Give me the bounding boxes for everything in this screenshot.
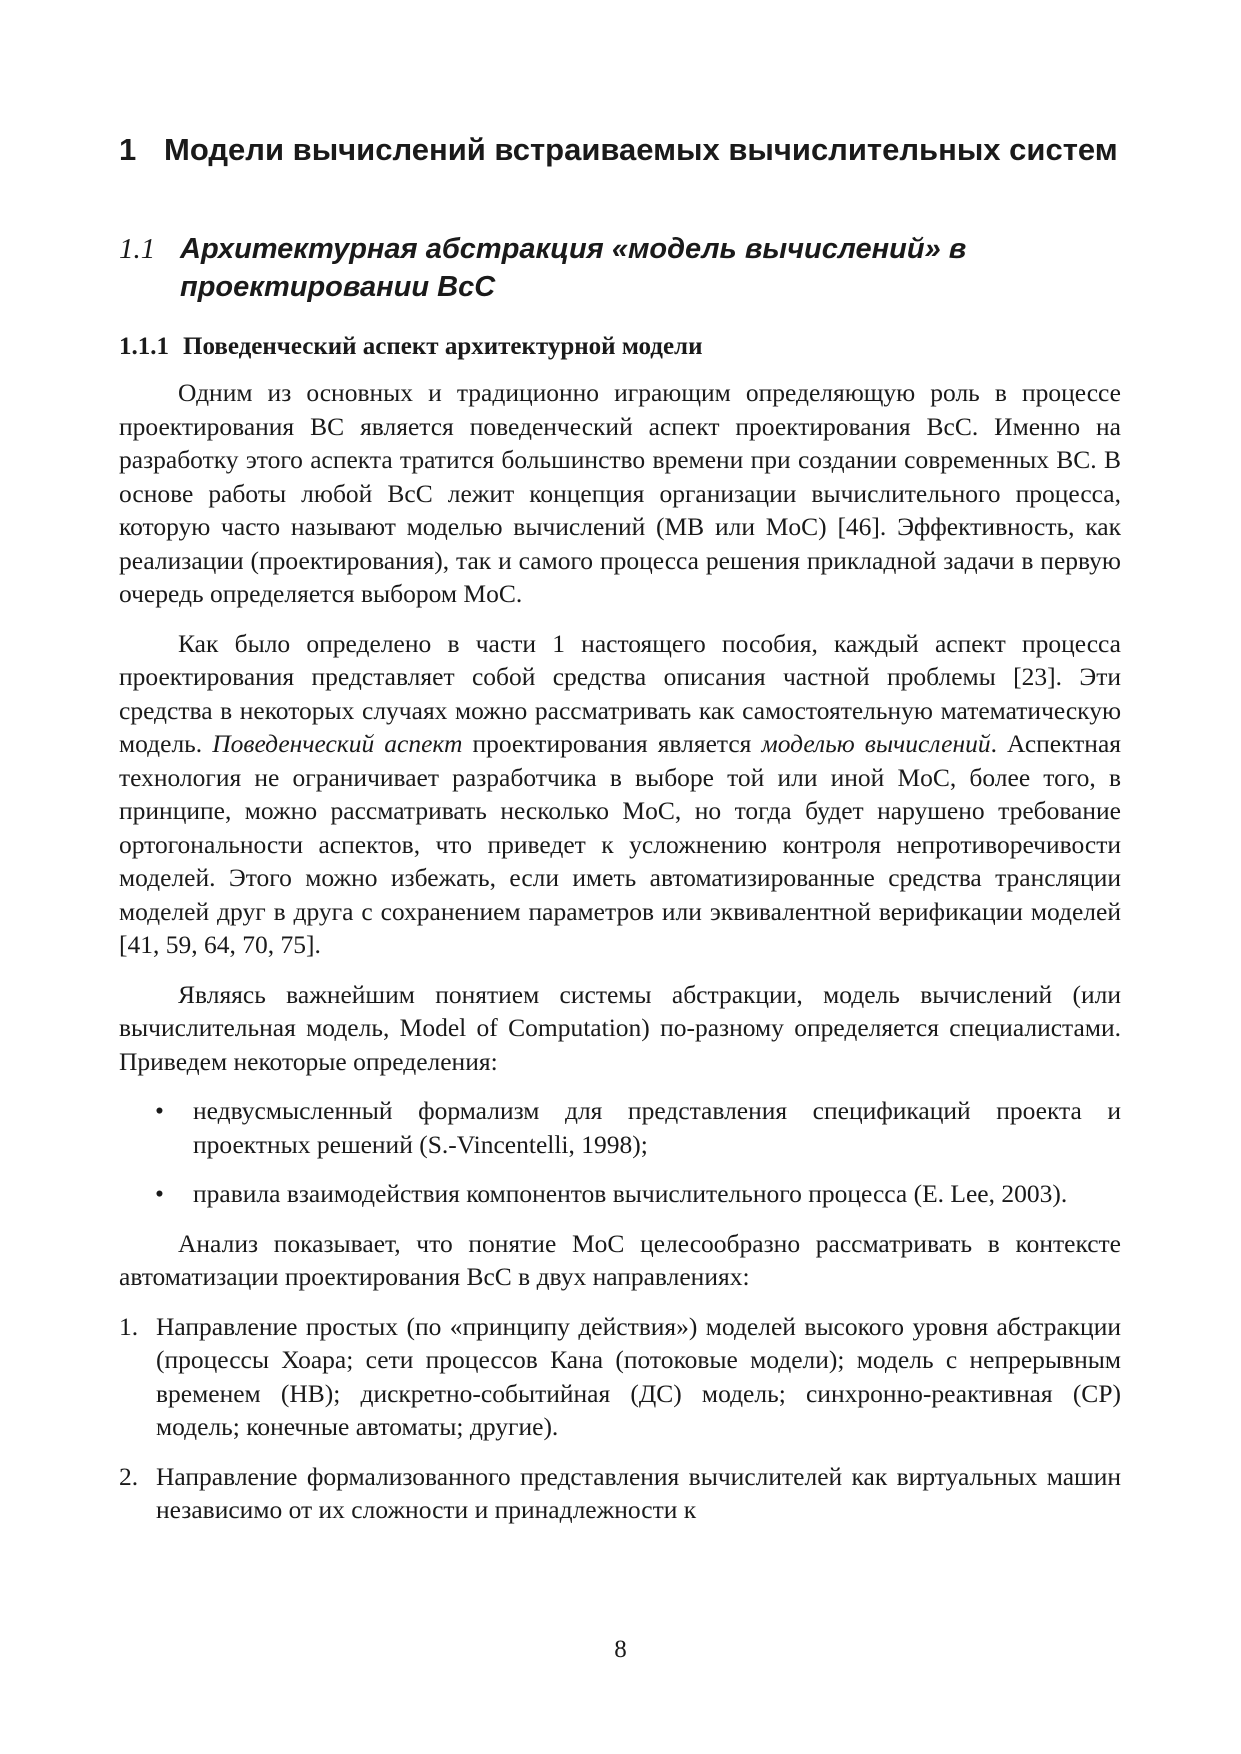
numbered-item-marker: 2. [119, 1461, 139, 1491]
section-heading [119, 230, 1139, 306]
paragraph-4: Анализ показывает, что понятие MoC целесообразно рассматривать в контексте автоматизации проектирования ВсС в двух направлениях: [119, 1228, 1121, 1291]
paragraph-2-part-3: . Аспектная технология не ограничивает разработчика в выборе той или иной MoC, более того, в принципе, можно рассматривать несколько MoC, но тогда будет нарушено требование ортогональности аспектов, что приведет к усложнению контроля непротиворечивости моделей. Этого можно избежать, если иметь автоматизированные средства трансляции моделей друг в друга с сохранением параметров или эквивалентной верификации моделей [41, 59, 64, 70, 75]. [119, 729, 1121, 959]
list-item-text: недвусмысленный формализм для представления спецификаций проекта и проектных решений (S.-Vincentelli, 1998); [193, 1096, 1121, 1159]
numbered-item [119, 1460, 1121, 1527]
section-title: Архитектурная абстракция «модель вычислений» в проектировании ВсС [180, 233, 967, 303]
paragraph-2-part-1: Как было определено в части 1 настоящего пособия, каждый аспект процесса проектирования представляет собой средства описания частной проблемы [23]. Эти средства в некоторых случаях можно рассматривать как самостоятельную математическую модель. [119, 628, 1121, 758]
paragraph-2-italic-1: Поведенческий аспект [212, 729, 463, 758]
numbered-item-marker: 1. [119, 1311, 139, 1341]
directions-list [119, 1310, 1121, 1527]
paragraph-1: Одним из основных и традиционно играющим определяющую роль в процессе проектирования ВС является поведенческий аспект проектирования ВсС. Именно на разработку этого аспекта тратится большинство времени при создании современных ВС. В основе работы любой ВсС лежит концепция организации вычислительного процесса, которую часто называют моделью вычислений (МВ или MoC) [46]. Эффективность, как реализации (проектирования), так и самого процесса решения прикладной задачи в первую очередь определяется выбором MoC. [119, 378, 1121, 608]
chapter-heading [119, 130, 1139, 170]
list-item-text: правила взаимодействия компонентов вычислительного процесса (E. Lee, 2003). [193, 1179, 1068, 1208]
paragraph-2-italic-2: моделью вычислений [761, 729, 991, 758]
page-number: 8 [614, 1636, 627, 1663]
chapter-number: 1 [119, 132, 137, 167]
subsection-title: Поведенческий аспект архитектурной модели [183, 333, 703, 360]
subsection-number: 1.1.1 [119, 333, 169, 360]
definitions-list [119, 1094, 1121, 1211]
list-item [119, 1094, 1121, 1161]
bullet-icon: • [155, 1179, 164, 1208]
paragraph-3: Являясь важнейшим понятием системы абстракции, модель вычислений (или вычислительная модель, Model of Computation) по-разному определяется специалистами. Приведем некоторые определения: [119, 979, 1121, 1076]
numbered-item-text: Направление формализованного представления вычислителей как виртуальных машин независимо от их сложности и принадлежности к [156, 1461, 1121, 1524]
body-text [119, 376, 1121, 1543]
numbered-item [119, 1310, 1121, 1444]
numbered-item-text: Направление простых (по «принципу действия») моделей высокого уровня абстракции (процессы Хоара; сети процессов Кана (потоковые модели); модель с непрерывным временем (НВ); дискретно-событийная (ДС) модель; синхронно-реактивная (СР) модель; конечные автоматы; другие). [156, 1311, 1121, 1441]
chapter-title: Модели вычислений встраиваемых вычислительных систем [164, 132, 1118, 167]
paragraph-2 [119, 627, 1121, 962]
list-item [119, 1177, 1121, 1211]
paragraph-2-part-2: проектирования является [462, 729, 762, 758]
subsection-heading [119, 330, 1139, 364]
section-number: 1.1 [119, 233, 156, 265]
bullet-icon: • [155, 1096, 164, 1125]
